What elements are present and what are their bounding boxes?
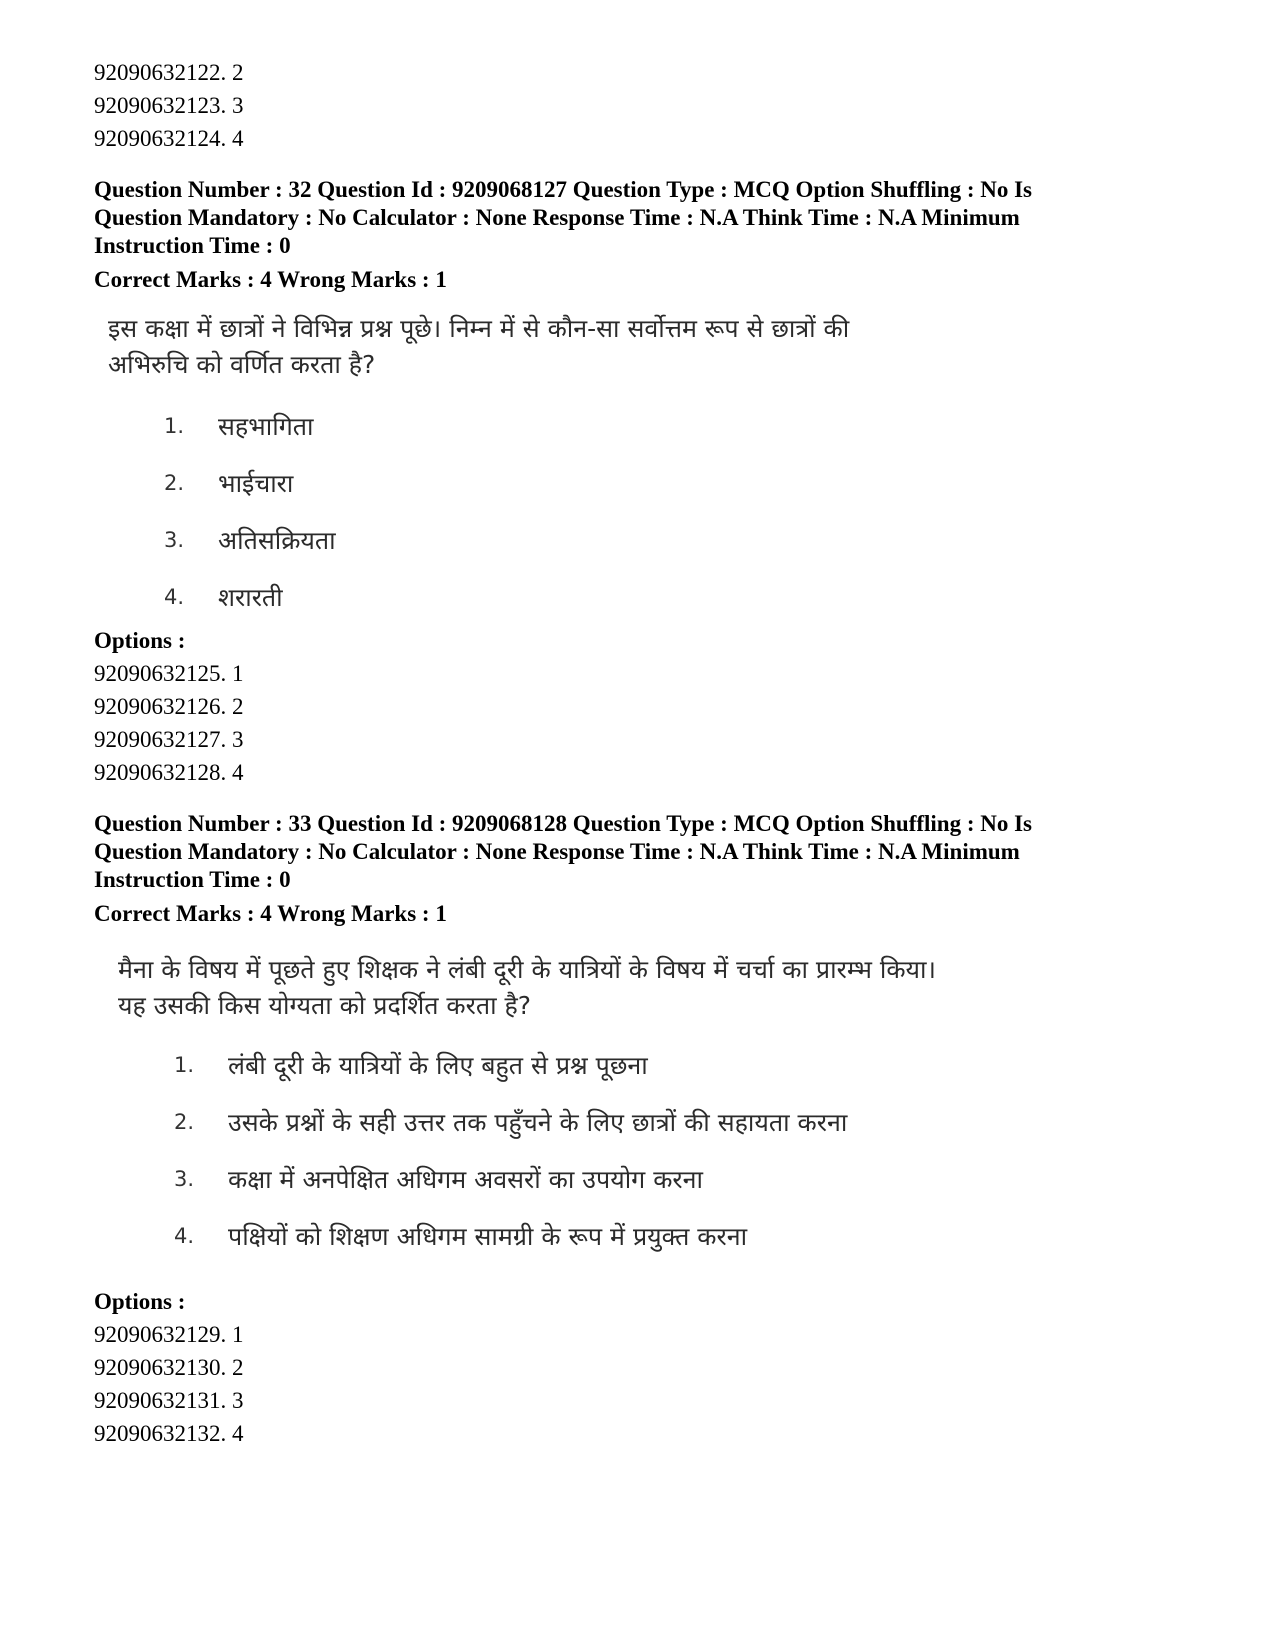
question-block-32 — [94, 176, 1194, 789]
choice-text: शरारती — [218, 582, 283, 612]
question-stem: इस कक्षा में छात्रों ने विभिन्न प्रश्न पूछे। निम्न में से कौन-सा सर्वोत्तम रूप से छात्रों की अभिरुचि को वर्णित करता है? — [108, 314, 850, 379]
choice-text: लंबी दूरी के यात्रियों के लिए बहुत से प्रश्न पूछना — [228, 1050, 648, 1080]
question-content-image — [94, 311, 1194, 625]
choice-number: 1. — [164, 413, 185, 438]
option-id-line: 92090632122. 2 — [94, 60, 244, 85]
option-id-line: 92090632123. 3 — [94, 93, 244, 118]
choice-text: उसके प्रश्नों के सही उत्तर तक पहुँचने के लिए छात्रों की सहायता करना — [228, 1107, 848, 1137]
option-id-list — [94, 1318, 1194, 1450]
choice-text: सहभागिता — [218, 411, 314, 441]
choice-number: 1. — [174, 1052, 195, 1077]
choice-number: 2. — [174, 1109, 195, 1134]
option-id-line: 92090632128. 4 — [94, 760, 244, 785]
choice-text: कक्षा में अनपेक्षित अधिगम अवसरों का उपयोग करना — [228, 1164, 703, 1194]
option-id-line: 92090632125. 1 — [94, 661, 244, 686]
choice-number: 2. — [164, 470, 185, 495]
choice-number: 3. — [174, 1166, 195, 1191]
choice-text: भाईचारा — [218, 468, 294, 498]
option-id-line: 92090632132. 4 — [94, 1421, 244, 1446]
question-meta: Question Number : 32 Question Id : 9209068127 Question Type : MCQ Option Shuffling : No Is Question Mandatory : No Calculator : None Response Time : N.A Think Time : N.A Minimum Instruction Time : 0 — [94, 177, 1033, 258]
option-id-line: 92090632130. 2 — [94, 1355, 244, 1380]
choice-number: 3. — [164, 527, 185, 552]
question-marks: Correct Marks : 4 Wrong Marks : 1 — [94, 901, 447, 926]
question-stem: मैना के विषय में पूछते हुए शिक्षक ने लंबी दूरी के यात्रियों के विषय में चर्चा का प्रारम्भ किया। यह उसकी किस योग्यता को प्रदर्शित करता है? — [118, 955, 936, 1020]
option-id-line: 92090632127. 3 — [94, 727, 244, 752]
question-marks: Correct Marks : 4 Wrong Marks : 1 — [94, 267, 447, 292]
question-content-image — [94, 952, 1194, 1264]
question-meta: Question Number : 33 Question Id : 9209068128 Question Type : MCQ Option Shuffling : No Is Question Mandatory : No Calculator : None Response Time : N.A Think Time : N.A Minimum Instruction Time : 0 — [94, 811, 1033, 892]
choice-item — [174, 1207, 1194, 1264]
option-id-list — [94, 657, 1194, 789]
choice-item — [164, 511, 1194, 568]
question-paper-page — [94, 56, 1194, 1450]
question-block-33 — [94, 810, 1194, 1450]
choice-item — [174, 1150, 1194, 1207]
choice-item — [174, 1036, 1194, 1093]
choice-number: 4. — [174, 1223, 195, 1248]
choice-list — [164, 397, 1194, 625]
choice-item — [174, 1093, 1194, 1150]
choice-item — [164, 568, 1194, 625]
options-heading: Options : — [94, 628, 186, 653]
choice-text: पक्षियों को शिक्षण अधिगम सामग्री के रूप में प्रयुक्त करना — [228, 1221, 748, 1251]
option-id-line: 92090632124. 4 — [94, 126, 244, 151]
choice-list — [174, 1036, 1194, 1264]
choice-number: 4. — [164, 584, 185, 609]
choice-item — [164, 397, 1194, 454]
options-heading: Options : — [94, 1289, 186, 1314]
option-id-line: 92090632131. 3 — [94, 1388, 244, 1413]
option-id-line: 92090632126. 2 — [94, 694, 244, 719]
choice-item — [164, 454, 1194, 511]
option-id-line: 92090632129. 1 — [94, 1322, 244, 1347]
carryover-options — [94, 56, 1194, 155]
choice-text: अतिसक्रियता — [218, 525, 336, 555]
